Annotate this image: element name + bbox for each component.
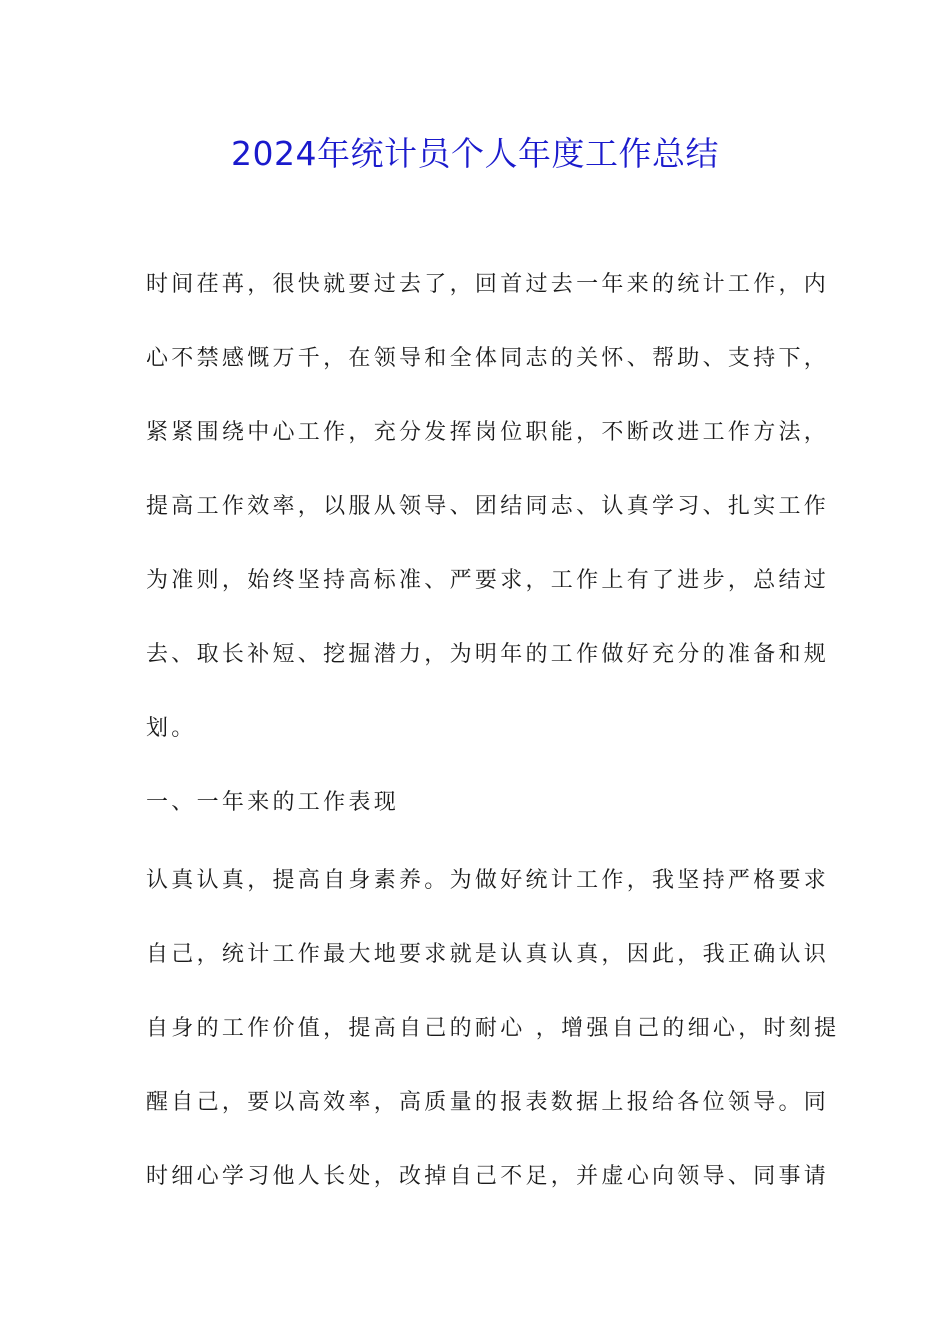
paragraph-2-line: 自己，统计工作最大地要求就是认真认真，因此，我正确认识: [146, 942, 830, 967]
section-heading: 一、一年来的工作表现: [146, 790, 400, 815]
paragraph-2-line: 自身的工作价值，提高自己的耐心 ，增强自己的细心，时刻提: [146, 1016, 840, 1041]
paragraph-1-line: 紧紧围绕中心工作，充分发挥岗位职能，不断改进工作方法，: [146, 420, 830, 445]
paragraph-2-line: 时细心学习他人长处，改掉自己不足，并虚心向领导、同事请: [146, 1164, 830, 1189]
paragraph-1-line: 时间荏苒，很快就要过去了，回首过去一年来的统计工作，内: [146, 272, 830, 297]
paragraph-1-line: 去、取长补短、挖掘潜力，为明年的工作做好充分的准备和规: [146, 642, 830, 667]
paragraph-1-line: 为准则，始终坚持高标准、严要求，工作上有了进步，总结过: [146, 568, 830, 593]
paragraph-1-line: 划。: [146, 716, 197, 741]
paragraph-2-line: 醒自己，要以高效率，高质量的报表数据上报给各位领导。同: [146, 1090, 830, 1115]
paragraph-2-line: 认真认真，提高自身素养。为做好统计工作，我坚持严格要求: [146, 868, 830, 893]
document-title: 2024年统计员个人年度工作总结: [231, 134, 719, 173]
paragraph-1-line: 心不禁感慨万千，在领导和全体同志的关怀、帮助、支持下，: [146, 346, 830, 371]
paragraph-1-line: 提高工作效率，以服从领导、团结同志、认真学习、扎实工作: [146, 494, 830, 519]
